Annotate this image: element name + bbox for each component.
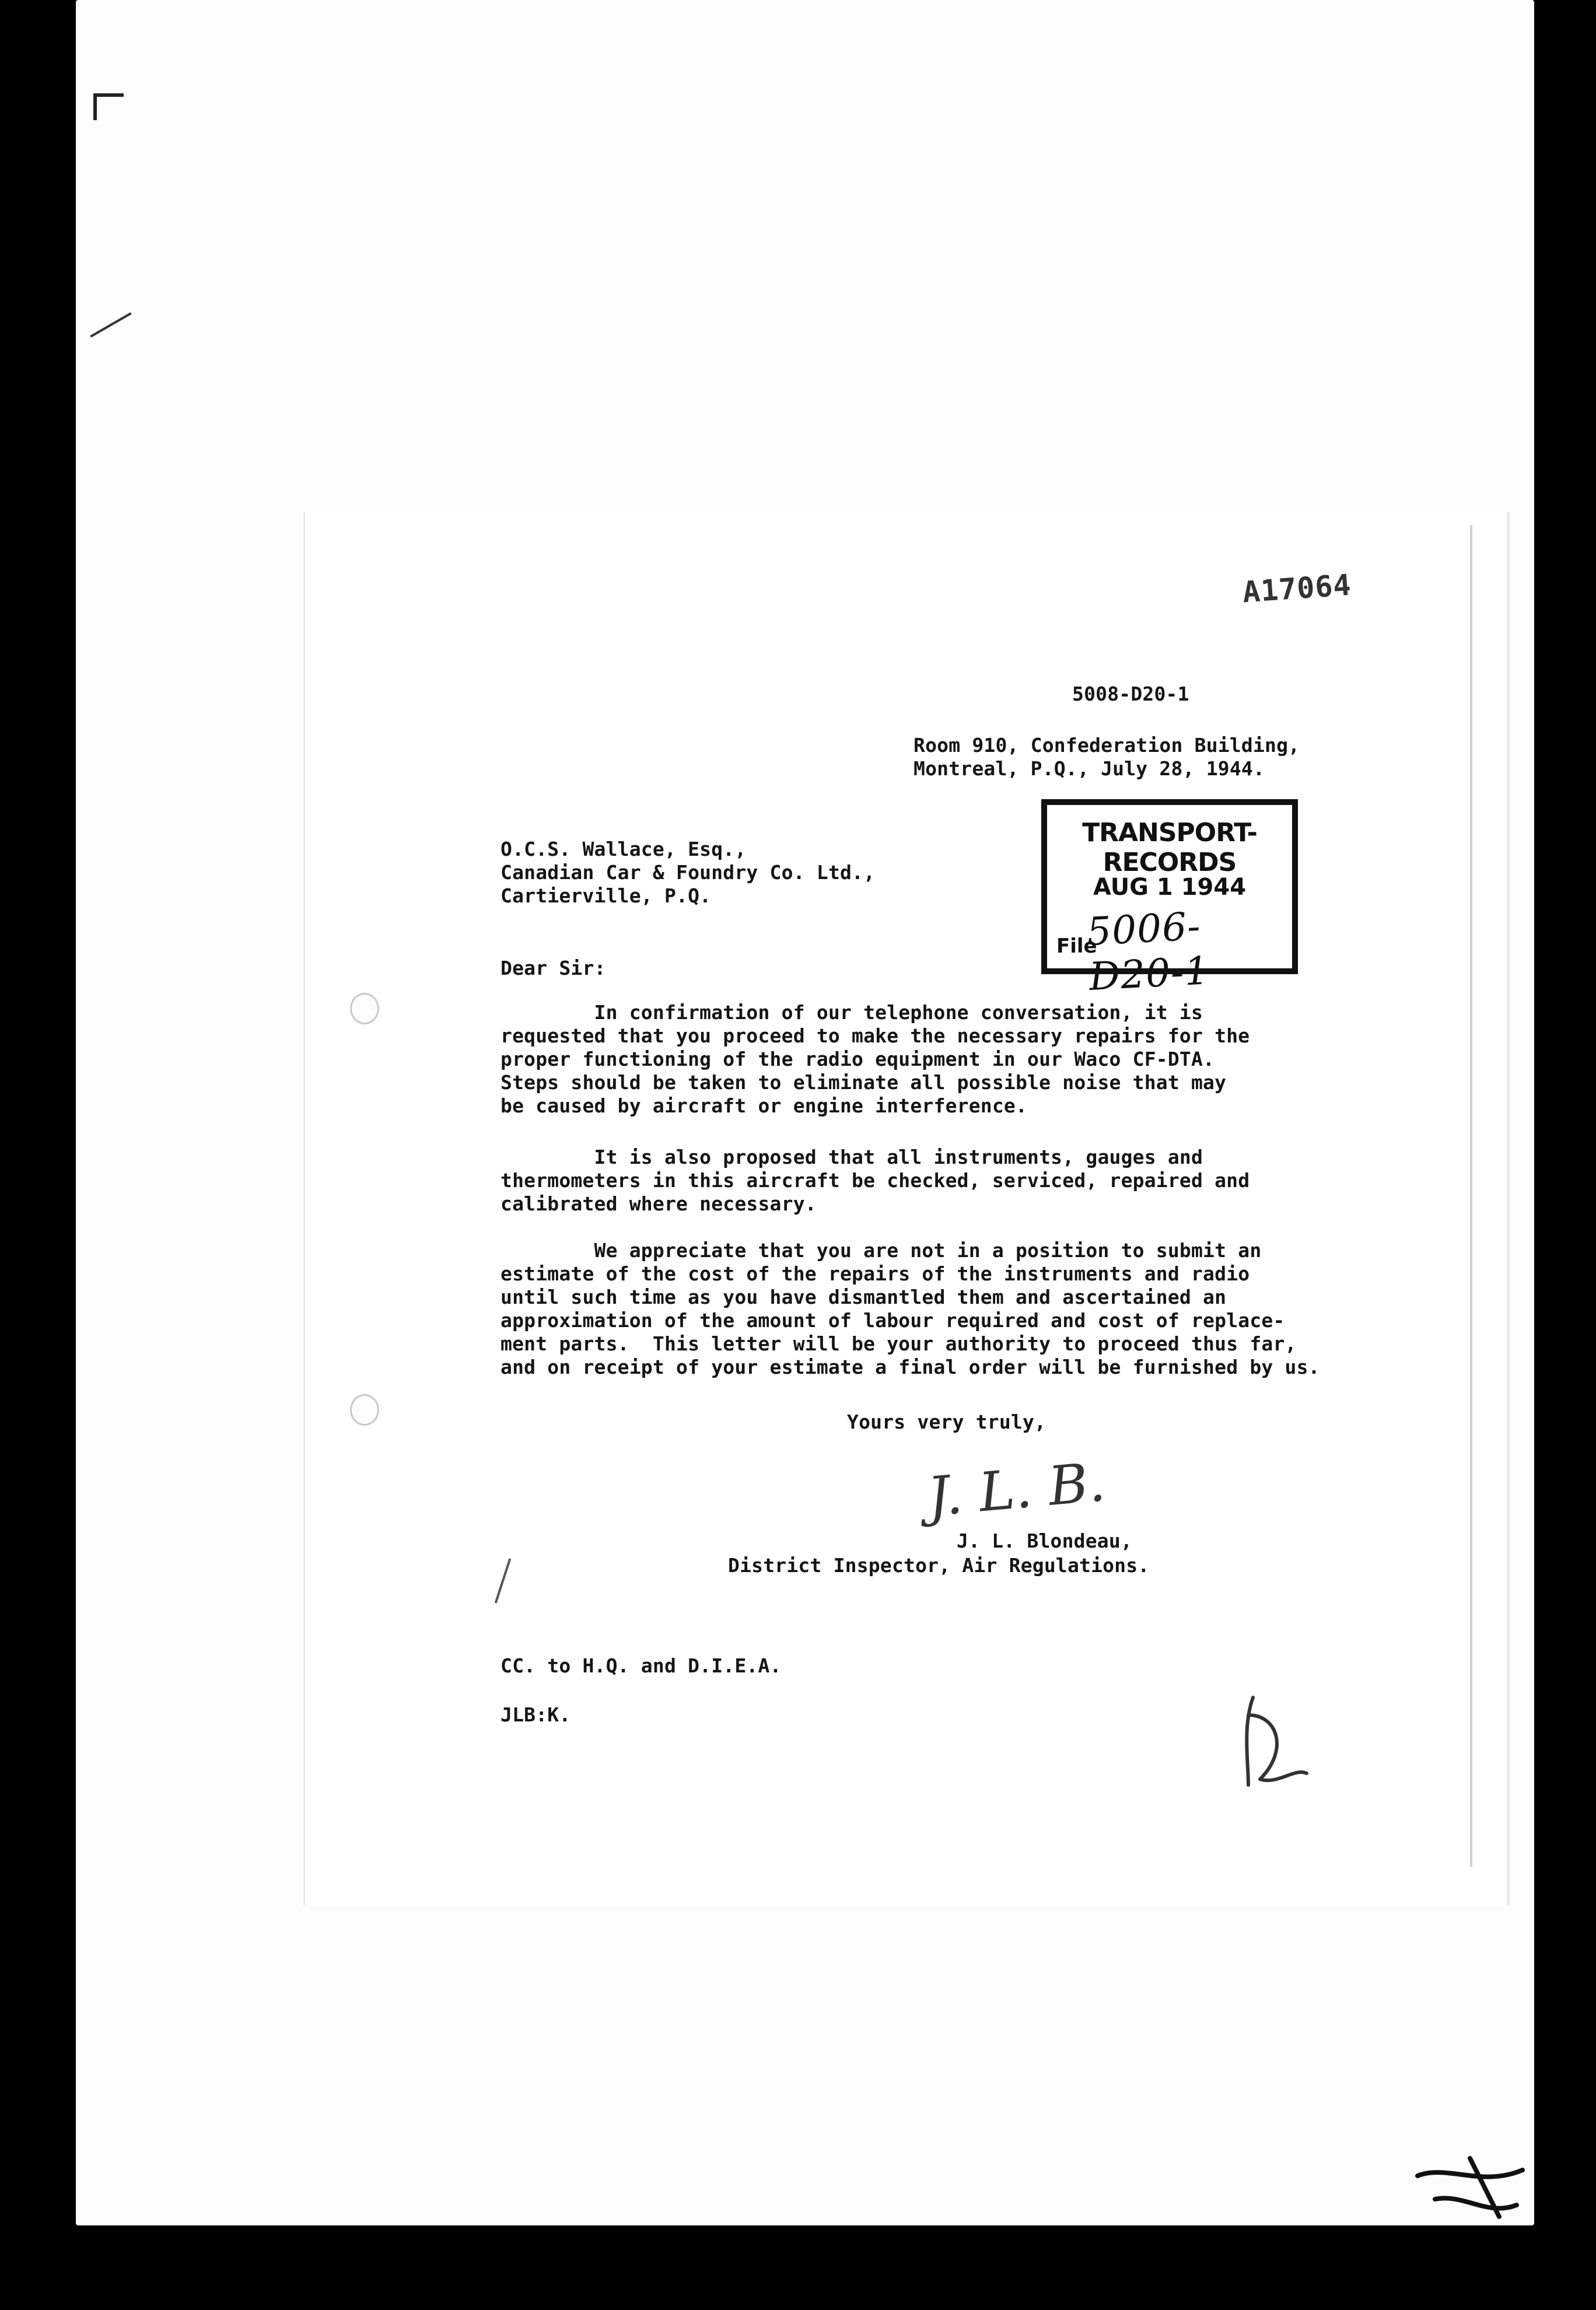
- stamp-file-label: File: [1056, 935, 1097, 958]
- body-p2-line-3: calibrated where necessary.: [501, 1192, 817, 1215]
- accession-number: A17064: [1241, 568, 1353, 610]
- cc-line: CC. to H.Q. and D.I.E.A.: [501, 1654, 782, 1677]
- signer-title: District Inspector, Air Regulations.: [728, 1554, 1150, 1577]
- stamp-file-number: 5006-D20-1: [1086, 904, 1211, 1000]
- body-p1-line-2: requested that you proceed to make the necessary repairs for the: [501, 1024, 1250, 1047]
- address-line-1: Room 910, Confederation Building,: [914, 734, 1300, 757]
- body-p3-line-6: and on receipt of your estimate a final order will be furnished by us.: [501, 1356, 1320, 1378]
- body-p3-line-1: We appreciate that you are not in a position to submit an: [501, 1239, 1262, 1262]
- transport-records-stamp: [1041, 799, 1298, 1000]
- body-p1-line-3: proper functioning of the radio equipment in our Waco CF-DTA.: [501, 1048, 1215, 1070]
- stamp-date: AUG 1 1944: [1093, 874, 1247, 901]
- body-p3-line-4: approximation of the amount of labour required and cost of replace-: [501, 1309, 1285, 1332]
- signer-name: J. L. Blondeau,: [957, 1530, 1133, 1552]
- stamp-title: TRANSPORT-RECORDS: [1082, 818, 1257, 877]
- body-p2-line-2: thermometers in this aircraft be checked, serviced, repaired and: [501, 1169, 1250, 1192]
- body-p1-line-4: Steps should be taken to eliminate all possible noise that may: [501, 1071, 1227, 1094]
- body-p1-line-1: In confirmation of our telephone conversation, it is: [501, 1001, 1203, 1024]
- page-edge: [1470, 525, 1472, 1867]
- film-corner-mark: [93, 93, 124, 120]
- reference-initials: JLB:K.: [501, 1703, 571, 1726]
- punch-hole-top: [350, 993, 379, 1024]
- recipient-line-1: O.C.S. Wallace, Esq.,: [501, 838, 747, 860]
- salutation: Dear Sir:: [501, 957, 606, 979]
- body-p3-line-2: estimate of the cost of the repairs of the instruments and radio: [501, 1262, 1250, 1285]
- body-p2-line-1: It is also proposed that all instruments, gauges and: [501, 1146, 1203, 1168]
- film-damage-mark: [1412, 2152, 1528, 2222]
- handwritten-signature: J. L. B.: [925, 1450, 1108, 1529]
- address-line-2: Montreal, P.Q., July 28, 1944.: [914, 757, 1265, 780]
- letter-page: [303, 512, 1507, 1905]
- handwritten-initial-mark: [1225, 1692, 1318, 1803]
- body-p3-line-3: until such time as you have dismantled them and ascertained an: [501, 1286, 1227, 1308]
- body-p1-line-5: be caused by aircraft or engine interference.: [501, 1094, 1028, 1117]
- punch-hole-bottom: [350, 1394, 379, 1426]
- recipient-line-3: Cartierville, P.Q.: [501, 884, 712, 907]
- closing: Yours very truly,: [847, 1410, 1046, 1433]
- file-reference: 5008-D20-1: [1072, 682, 1189, 705]
- recipient-line-2: Canadian Car & Foundry Co. Ltd.,: [501, 861, 876, 884]
- body-p3-line-5: ment parts. This letter will be your authority to proceed thus far,: [501, 1332, 1297, 1355]
